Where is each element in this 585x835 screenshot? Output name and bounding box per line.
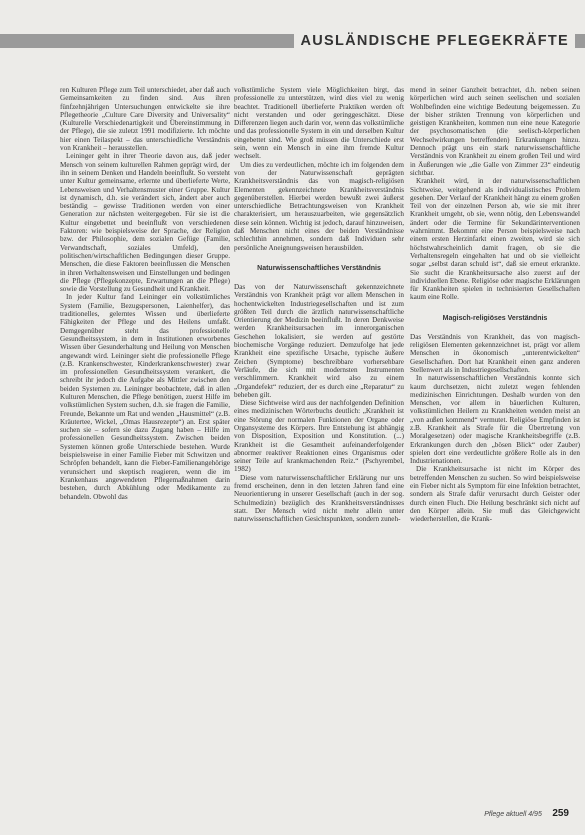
paragraph: In naturwissenschaftlichen Verständnis konnte sich kaum durchsetzen, nicht zuletzt wegen fehlenden medizinischen Einrichtungen. Deshalb wurden von den Menschen, vor allem in bäuerlichen Kulturen, volkstümlichen Heilern zu Krankheiten wenden meist an „von außen kommend“ vermutet. Religiöse Empfinden ist z.B. Krankheit als Strafe für die Übertretung von Moralgesetzen) oder magische Krankheitsbegriffe (z.B. Erkrankungen durch den „bösen Blick“ oder Zauber) spielen dort eine verdeutlichte größere Rolle als in den Industrienationen. xyxy=(410,374,580,466)
paragraph: Das Verständnis von Krankheit, das von magisch-religiösen Elementen gekennzeichnet ist, prägt vor allem Menschen in ökonomisch „unterentwickelten“ Gesellschaften. Dort hat Krankheit einen ganz anderen Stellenwert als in Industriegesellschaften. xyxy=(410,332,580,374)
subheading-magisch-religioes: Magisch-religiöses Verständnis xyxy=(442,314,548,322)
paragraph: Leininger geht in ihrer Theorie davon aus, daß jeder Mensch von seinem kulturellen Rahmen geprägt wird, der ihn in seinem Denken und Handeln beeinflußt. So versteht unter Kultur gemeinsame, erlernte und überlieferte Werte, Lebensweisen und Verhaltensmuster einer Gruppe. Kultur ist dynamisch, d.h. sie verändert sich, ändert aber auch beständig – gewisse Traditionen werden von einer Generation zur nächsten weitergegeben. Für sie ist die Kultur eingebettet und beeinflußt von verschiedenen Faktoren: wie beispielsweise der Sprache, der Religion bzw. der Philosophie, dem sozialen Gefüge (Familie, Verwandtschaft, soziales Umfeld), den politischen/wirtschaftlichen Bedingungen dieser Gruppe. Menschen, die diese Faktoren beeinflussen die Menschen in ihren Verhaltensweisen und Einstellungen und bedingen die Pflege (Pflegekonzepte, Erwartungen an die Pflege) sowie die Vorstellung zu Gesundheit und Krankheit. xyxy=(60,152,230,294)
page-footer xyxy=(484,803,569,821)
subheading-naturwissenschaftlich: Naturwissenschaftliches Verständnis xyxy=(257,264,381,272)
paragraph: Krankheit wird, in der naturwissenschaftlichen Sichtweise, weitgehend als individualistisches Problem gesehen. Der Verlauf der Krankheit hängt zu einem großen Teil von der einzelnen Person ab, wie sie mit ihrer Krankheit umgeht, ob sie, wenn nötig, den Lebenswandel ändert oder die Termine für Sekundärinterventionen wahrnimmt. Bekommt eine Person beispielsweise nach einem ersten Herzinfarkt einen zweiten, wird sie sich höchstwahrscheinlich damit fragen, ob sie die Verhaltensregeln eingehalten hat und ob sie vielleicht sogar „selbst daran schuld ist“, daß sie erneut erkrankte. Sie sucht die Krankheitsursache also zuerst auf der individuellen Ebene. Religiöse oder magische Erklärungen für Krankheiten spielen in technisierten Gesellschaften kaum eine Rolle. xyxy=(410,177,580,302)
paragraph: ren Kulturen Pflege zum Teil unterschiedet, aber daß auch Gemeinsamkeiten zu finden sind. Aus ihren fünfzehnjährigen Untersuchungen entwickelte sie ihre Pflegetheorie „Culture Care Diversity and Universality“ (Kulturelle Verschiedenartigkeit und Übereinstimmung in der Pflege), die sie zuletzt 1991 modifizierte. Ich möchte hier einen Teilaspekt – das unterschiedliche Verständnis von Krankheit – herausstellen. xyxy=(60,86,230,153)
paragraph: Diese vom naturwissenschaftlicher Erklärung nur uns fremd erscheinen, denn in den letzten Jahren fand eine Neuorientierung in unserer Gesellschaft (auch in der sog. Schulmedizin) bezüglich des Krankheitsverständnisses statt. Der Mensch wird nicht mehr allein unter naturwissenschaftlichen Gesichtspunkten, sondern zuneh- xyxy=(234,473,404,524)
column-3 xyxy=(410,86,580,524)
section-title: AUSLÄNDISCHE PFLEGEKRÄFTE xyxy=(294,30,575,52)
paragraph: Diese Sichtweise wird aus der nachfolgenden Definition eines medizinischen Wörterbuchs deutlich: „Krankheit ist eine Störung der normalen Funktionen der Organe oder Organsysteme des Körpers. Ihre Entstehung ist abhängig von Disposition, Exposition und Konstitution. (...) Krankheit ist die Gesamtheit aufeinanderfolgender abnormer reaktiver Reaktionen eines Organismus oder seiner Teile auf krankmachenden Reiz.“ (Pschyrembel, 1982) xyxy=(234,399,404,474)
page-number: 259 xyxy=(552,808,569,819)
paragraph: Die Krankheitsursache ist nicht im Körper des betreffenden Menschen zu suchen. So wird beispielsweise ein Fieber nicht als Symptom für eine Infektion betrachtet, sondern als Strafe dafür verursacht durch Geister oder durch einen Fluch. Die Heilung beschränkt sich nicht auf den Körper allein. Sie muß das Gleichgewicht wiederherstellen, die Krank- xyxy=(410,465,580,524)
column-1 xyxy=(60,86,230,501)
paragraph: Um dies zu verdeutlichen, möchte ich im folgenden dem von der Naturwissenschaft geprägten Krankheitsverständnis das von magisch-religiösen Elementen gekennzeichnete Krankheitsverständnis gegenüberstellen. Hierbei werden bewußt zwei äußerst unterschiedliche Betrachtungsweisen von Krankheit charakterisiert, um herauszuarbeiten, wie gegensätzlich diese sein können. Wichtig ist jedoch, darauf hinzuweisen, daß Menschen nicht eines der beiden Verständnisse schlechthin annehmen, sondern daß Individuen sehr persönliche Aneignungsweisen herausbilden. xyxy=(234,160,404,252)
paragraph: mend in seiner Ganzheit betrachtet, d.h. neben seinen körperlichen wird auch seinen seelischen und sozialen Wohlbefinden eine wichtige Bedeutung beigemessen. Zu der bisher strikten Trennung von körperlichen und geistigen Krankheiten, kommen nun eine neue Kategorie der psychosomatischen (die seelisch-körperlichen Wechselwirkungen betreffenden) Erkrankungen hinzu. Dennoch prägt uns ein stark naturwissenschaftliche Verständnis von Krankheit zu einem großen Teil und wird in Äußerungen wie „die Galle von Zimmer 23“ eindeutig sichtbar. xyxy=(410,86,580,177)
paragraph: In jeder Kultur fand Leininger ein volkstümliches System (Familie, Bezugspersonen, Laienhelfer), das traditionelles, gelerntes Wissen und überlieferte Fähigkeiten der Pflege und des Heilens umfaßt. Demgegenüber steht das professionelle Gesundheitssystem, in dem in Institutionen erworbenes Wissen über Gesunderhaltung und Heilung von Menschen angewandt wird. Leininger sieht die professionelle Pflege (z.B. Krankenschwester, Kinderkrankenschwester) zwar im professionellen Gesundheitssystem verankert, die schreibt ihr jedoch die Aufgabe als Mittler zwischen den beiden Systemen zu. Leininger beobachtete, daß in allen Kulturen Menschen, die Pflege benötigen, zuerst Hilfe im volkstümlichen System suchen, d.h. sie fragen die Familie, Freunde, Bekannte um Rat und wenden „Hausmittel“ (z.B. Kräutertee, Wickel, „Omas Hausrezepte“) an. Erst später suchen sie – sofern sie dazu Zugang haben – Hilfe im professionellen Gesundheitssystem. Zwischen beiden Systemen können große Unterschiede bestehen. Wurde beispielsweise in einer Familie Fieber mit Schwitzen und Schröpfen behandelt, kann die Fieber-Familienangehörige verunsichert und skeptisch reagieren, wenn die im Krankenhaus angewendeten Pflegemaßnahmen darin bestehen, durch Abkühlung oder Medikamente zu behandeln. Obwohl das xyxy=(60,293,230,501)
paragraph: volkstümliche System viele Möglichkeiten birgt, das professionelle zu unterstützen, wird dies viel zu wenig beachtet. Traditionell überlieferte Praktiken werden oft nicht verstanden und oder geringgeschätzt. Diese Differenzen liegen auch darin vor, wenn das volkstümliche und das professionelle System in ein und derselben Kultur eingebettet sind. Wie groß müssen die Unterschiede erst sein, wenn ein Mensch in eine ihm fremde Kultur wechselt. xyxy=(234,86,404,161)
column-2 xyxy=(234,86,404,524)
paragraph: Das von der Naturwissenschaft gekennzeichnete Verständnis von Krankheit prägt vor allem Menschen in hochentwickelten Industriegesellschaften und ist zum größten Teil durch die ärztlich naturwissenschaftliche Orientierung der Medizin beeinflußt. In deren Denkweise werden Krankheitsursachen im innerorganischen Geschehen lokalisiert, sie werden auf gestörte biochemische Vorgänge reduziert. Demzufolge hat jede Krankheit eine spezifische Ursache, typische äußere Zeichen (Symptome) beschreibbare vorhersehbare Verläufe, die sich mit modernsten Instrumenten verschlimmern. Krankheit wird also zu einem „Organdefekt“ reduziert, der es durch eine „Reparatur“ zu beheben gilt. xyxy=(234,282,404,399)
journal-source: Pflege aktuell 4/95 xyxy=(484,811,542,818)
